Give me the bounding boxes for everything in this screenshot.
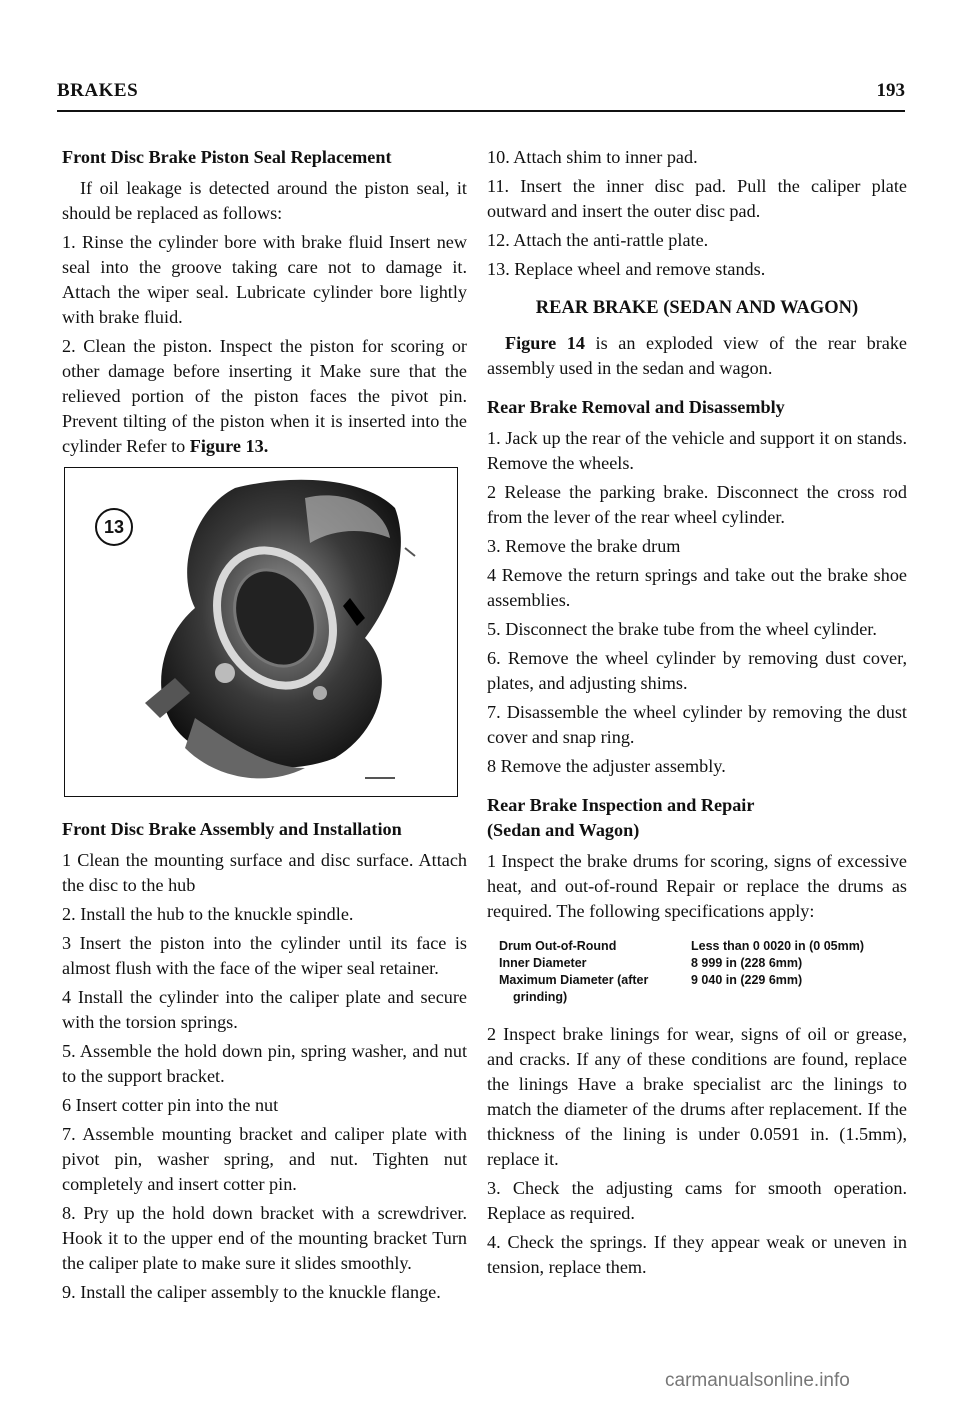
assembly-step-5: 5. Assemble the hold down pin, spring washer, and nut to the support bracket. xyxy=(62,1041,467,1086)
inspection-step-4: 4. Check the springs. If they appear weak or uneven in tension, replace them. xyxy=(487,1232,907,1277)
piston-seal-step-2-text: 2. Clean the piston. Inspect the piston for scoring or other damage before inserting it Make sure that the relieved portion of the piston faces the pivot pin. Prevent tilting of the piston when it is inserted into the cylinder Refer to xyxy=(62,336,467,456)
page-number: 193 xyxy=(876,80,905,101)
spec-label: Inner Diameter xyxy=(499,956,587,970)
piston-seal-heading: Front Disc Brake Piston Seal Replacement xyxy=(62,147,392,167)
right-column xyxy=(487,145,907,1284)
removal-step-6: 6. Remove the wheel cylinder by removing dust cover, plates, and adjusting shims. xyxy=(487,648,907,693)
piston-seal-step-2 xyxy=(62,334,467,459)
spec-label: Maximum Diameter (after xyxy=(499,973,649,987)
spec-value: 9 040 in (229 6mm) xyxy=(691,973,803,987)
rear-brake-heading: REAR BRAKE (SEDAN AND WAGON) xyxy=(535,298,859,318)
spec-row xyxy=(499,972,907,989)
removal-step-2: 2 Release the parking brake. Disconnect the cross rod from the lever of the rear wheel cylinder. xyxy=(487,482,907,527)
figure-13-photo xyxy=(64,467,458,797)
spec-row xyxy=(499,955,907,972)
inspection-step-2: 2 Inspect brake linings for wear, signs of oil or grease, and cracks. If any of these conditions are found, replace the linings Have a brake specialist arc the linings to match the diameter of the drums after replacement. If the thickness of the lining is under 0.0591 in. (1.5mm), replace it. xyxy=(487,1024,907,1169)
removal-step-4: 4 Remove the return springs and take out the brake shoe assemblies. xyxy=(487,565,907,610)
removal-heading: Rear Brake Removal and Disassembly xyxy=(487,397,785,417)
assembly-heading: Front Disc Brake Assembly and Installation xyxy=(62,819,402,839)
assembly-step-9: 9. Install the caliper assembly to the knuckle flange. xyxy=(62,1282,441,1302)
spec-row xyxy=(499,938,907,955)
spec-value: 8 999 in (228 6mm) xyxy=(691,956,803,970)
figure-13-ref[interactable]: Figure 13. xyxy=(189,436,269,456)
watermark-text: carmanualsonline.info xyxy=(665,1370,850,1391)
rear-brake-intro-text: is an exploded view of the rear brake assembly used in the sedan and wagon. xyxy=(487,333,907,378)
spec-label: Drum Out-of-Round xyxy=(499,939,617,953)
assembly-step-2: 2. Install the hub to the knuckle spindle. xyxy=(62,904,354,924)
removal-step-3: 3. Remove the brake drum xyxy=(487,536,681,556)
removal-step-8: 8 Remove the adjuster assembly. xyxy=(487,756,726,776)
page-header xyxy=(57,80,905,112)
assembly-step-1: 1 Clean the mounting surface and disc surface. Attach the disc to the hub xyxy=(62,850,467,895)
caliper-step-13: 13. Replace wheel and remove stands. xyxy=(487,259,766,279)
rear-brake-intro xyxy=(487,331,907,381)
caliper-step-11: 11. Insert the inner disc pad. Pull the caliper plate outward and insert the outer disc pad. xyxy=(487,176,907,221)
spec-value: Less than 0 0020 in (0 05mm) xyxy=(691,939,864,953)
section-title: BRAKES xyxy=(57,80,139,101)
spec-label: grinding) xyxy=(513,990,568,1004)
inspection-step-3: 3. Check the adjusting cams for smooth operation. Replace as required. xyxy=(487,1178,907,1223)
figure-14-ref[interactable]: Figure 14 xyxy=(505,333,585,353)
piston-seal-step-1: 1. Rinse the cylinder bore with brake fluid Insert new seal into the groove taking care not to damage it. Attach the wiper seal. Lubricate cylinder bore lightly with brake fluid. xyxy=(62,232,467,327)
caliper-step-10: 10. Attach shim to inner pad. xyxy=(487,147,698,167)
assembly-step-8: 8. Pry up the hold down bracket with a screwdriver. Hook it to the upper end of the mounting bracket Turn the caliper plate to make sure it slides smoothly. xyxy=(62,1203,467,1273)
inspection-heading: Rear Brake Inspection and Repair xyxy=(487,795,755,815)
assembly-step-6: 6 Insert cotter pin into the nut xyxy=(62,1095,279,1115)
assembly-step-3: 3 Insert the piston into the cylinder until its face is almost flush with the face of the wiper seal retainer. xyxy=(62,933,467,978)
piston-seal-intro: If oil leakage is detected around the piston seal, it should be replaced as follows: xyxy=(62,178,467,223)
removal-step-5: 5. Disconnect the brake tube from the wheel cylinder. xyxy=(487,619,877,639)
removal-step-1: 1. Jack up the rear of the vehicle and support it on stands. Remove the wheels. xyxy=(487,428,907,473)
left-column xyxy=(62,145,467,1309)
assembly-step-4: 4 Install the cylinder into the caliper plate and secure with the torsion springs. xyxy=(62,987,467,1032)
caliper-step-12: 12. Attach the anti-rattle plate. xyxy=(487,230,709,250)
removal-step-7: 7. Disassemble the wheel cylinder by removing the dust cover and snap ring. xyxy=(487,702,907,747)
assembly-step-7: 7. Assemble mounting bracket and caliper plate with pivot pin, washer spring, and nut. Tighten nut completely and insert cotter pin. xyxy=(62,1124,467,1194)
inspection-step-1: 1 Inspect the brake drums for scoring, signs of excessive heat, and out-of-round Repair or replace the drums as required. The following specifications apply: xyxy=(487,851,907,921)
spec-row xyxy=(499,989,907,1006)
inspection-subheading: (Sedan and Wagon) xyxy=(487,820,640,840)
spec-value xyxy=(691,989,907,1006)
figure-number-badge: 13 xyxy=(95,508,133,546)
drum-spec-table xyxy=(499,938,907,1006)
